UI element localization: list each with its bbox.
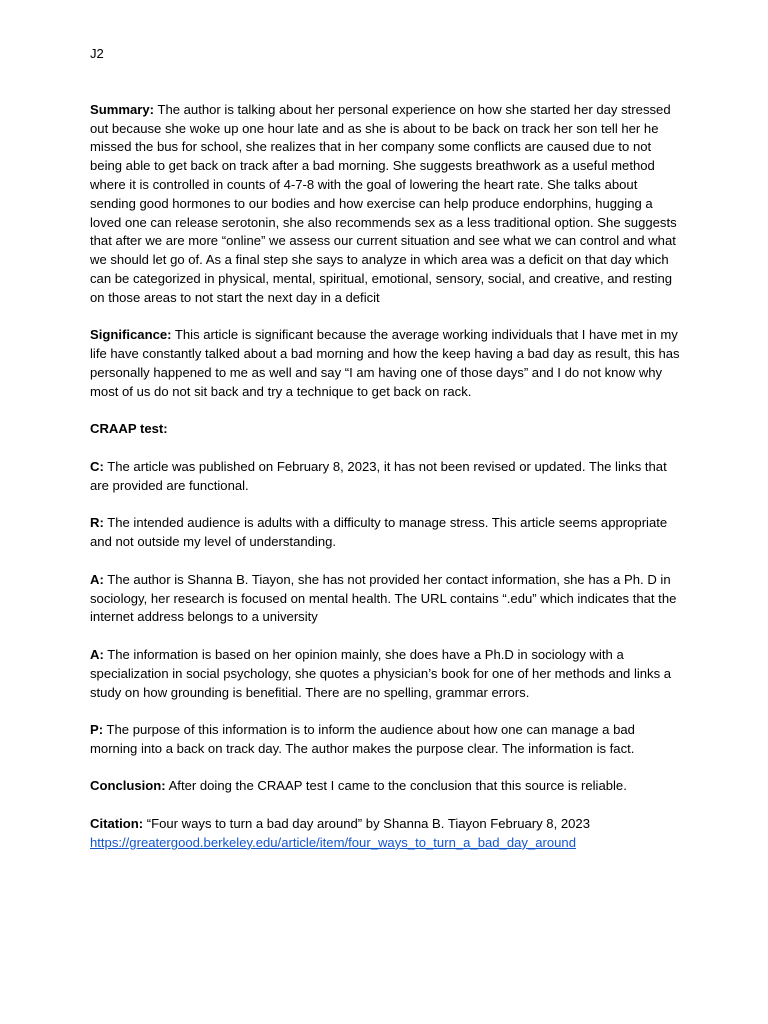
craap-relevance-label: R: <box>90 515 104 531</box>
citation-text: “Four ways to turn a bad day around” by Shanna B. Tiayon February 8, 2023 <box>146 816 590 832</box>
craap-purpose-text: The purpose of this information is to inform the audience about how one can manage a bad morning into a back on track day. The author makes the purpose clear. The information is fact. <box>90 722 635 756</box>
craap-relevance-paragraph <box>90 514 682 552</box>
craap-accuracy-label: A: <box>90 646 104 662</box>
craap-purpose-label: P: <box>90 722 104 738</box>
craap-purpose-paragraph <box>90 721 682 759</box>
citation-label: Citation: <box>90 816 144 832</box>
craap-accuracy-text: The information is based on her opinion mainly, she does have a Ph.D in sociology with a specialization in social psychology, she quotes a physician’s book for one of her methods and links a study on how grounding is benefitial. There are no spelling, grammar errors. <box>90 646 672 700</box>
craap-authority-paragraph <box>90 571 682 627</box>
craap-relevance-text: The intended audience is adults with a difficulty to manage stress. This article seems appropriate and not outside my level of understanding. <box>90 515 668 550</box>
craap-currency-label: C: <box>90 458 104 474</box>
craap-authority-text: The author is Shanna B. Tiayon, she has not provided her contact information, she has a Ph. D in sociology, her research is focused on mental health. The URL contains “.edu” which indicates that the internet address belongs to a university <box>90 571 677 625</box>
citation-link[interactable]: https://greatergood.berkeley.edu/article/item/four_ways_to_turn_a_bad_day_around <box>90 834 576 850</box>
craap-authority-label: A: <box>90 571 104 587</box>
craap-heading: CRAAP test: <box>90 421 168 437</box>
conclusion-label: Conclusion: <box>90 778 166 794</box>
page-header-label: J2 <box>90 46 104 61</box>
craap-currency-text: The article was published on February 8, 2023, it has not been revised or updated. The links that are provided are functional. <box>90 458 667 493</box>
conclusion-paragraph <box>90 777 682 796</box>
document-body <box>90 45 682 871</box>
citation-paragraph <box>90 815 682 853</box>
summary-label: Summary: <box>90 101 155 117</box>
summary-text: The author is talking about her personal experience on how she started her day stressed out because she woke up one hour late and as she is about to be back on track her son tell her he missed the bus for school, she realizes that in her company some conflicts are caused due to not being able to get back on track after a bad morning. She suggests breathwork as a useful method where it is controlled in counts of 4-7-8 with the goal of lowering the heart rate. She talks about sending good hormones to our bodies and how exercise can help produce endorphins, hugging a loved one can release serotonin, she also recommends sex as a less traditional option. She suggests that after we are more “online” we assess our current situation and see what we can control and what we should let go of. As a final step she says to analyze in which area was a deficit on that day which can be categorized in physical, mental, spiritual, emotional, sensory, social, and creative, and resting on those areas to not start the next day in a deficit <box>90 101 677 305</box>
significance-label: Significance: <box>90 327 172 343</box>
craap-currency-paragraph <box>90 458 682 496</box>
significance-paragraph <box>90 326 682 401</box>
summary-paragraph <box>90 101 682 308</box>
conclusion-text: After doing the CRAAP test I came to the conclusion that this source is reliable. <box>168 778 627 794</box>
craap-accuracy-paragraph <box>90 646 682 702</box>
significance-text: This article is significant because the average working individuals that I have met in my life have constantly talked about a bad morning and how the keep having a bad day as result, this has personally happened to me as well and say “I am having one of those days” and I do not know why most of us do not sit back and try a technique to get back on rack. <box>90 327 680 399</box>
